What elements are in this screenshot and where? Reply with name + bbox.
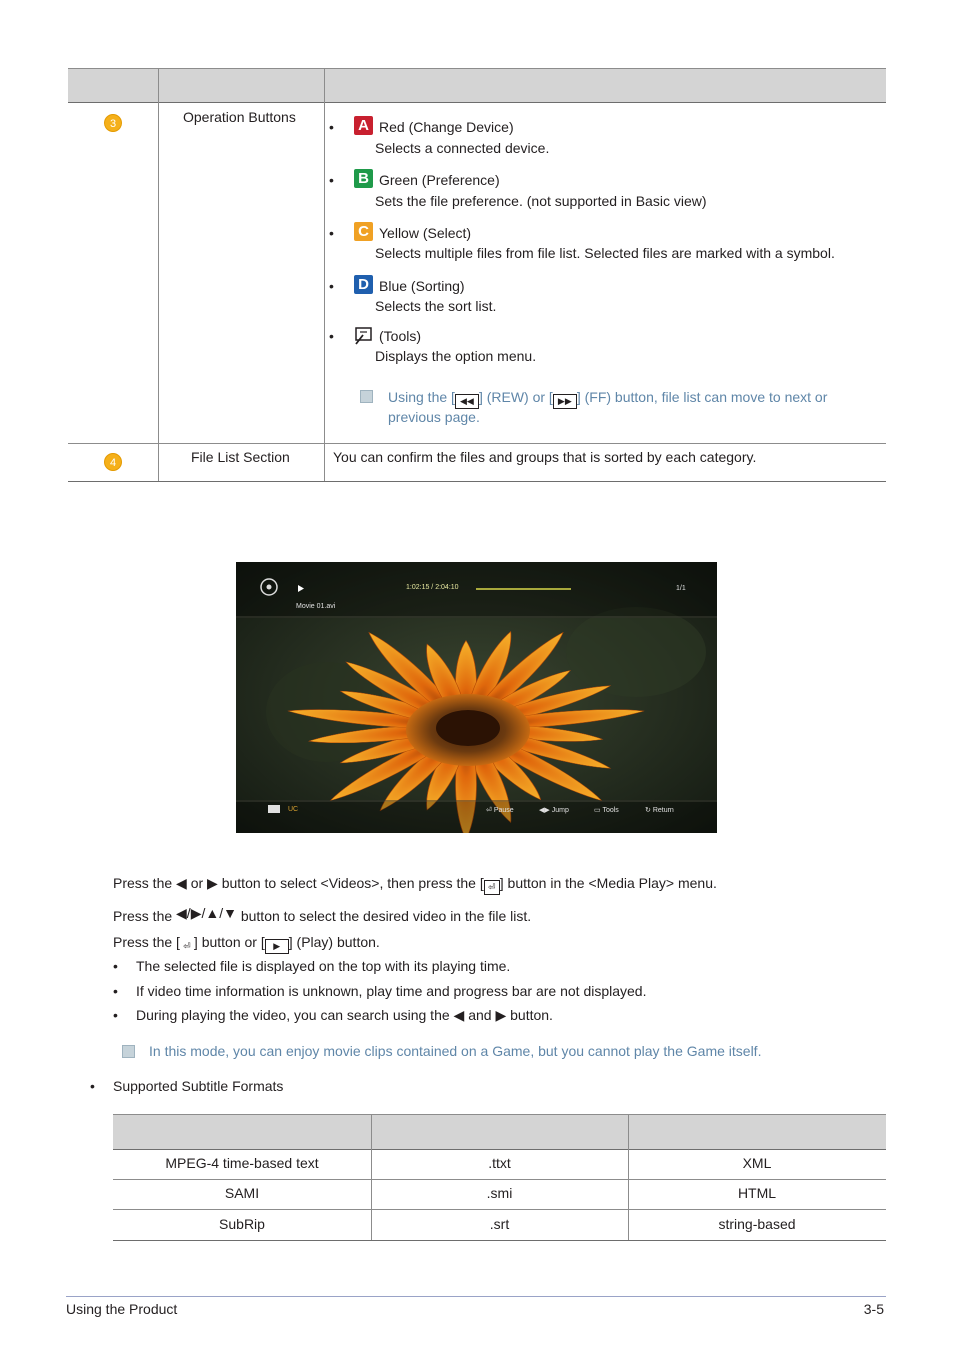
video-playback-screenshot bbox=[236, 562, 717, 833]
note-icon bbox=[360, 390, 373, 403]
pause-hint: ⏎ Pause bbox=[486, 807, 514, 814]
table-divider bbox=[113, 1209, 886, 1210]
right-arrow-icon: ▶ bbox=[495, 1007, 507, 1023]
page-indicator: 1/1 bbox=[676, 585, 686, 592]
table-header bbox=[68, 68, 886, 103]
instruction-step-3: Press the [ ⏎ ] button or [ ▶ ] (Play) button. bbox=[113, 934, 380, 954]
item-desc: Sets the file preference. (not supported in Basic view) bbox=[375, 193, 707, 209]
table-divider bbox=[158, 68, 159, 481]
right-arrow-icon: ▶ bbox=[207, 875, 218, 891]
bullet: • bbox=[329, 119, 334, 135]
rew-icon: ◀◀ bbox=[455, 394, 479, 409]
table-divider bbox=[324, 68, 325, 481]
bullet: • bbox=[329, 172, 334, 188]
jump-hint: ◀▶ Jump bbox=[539, 807, 569, 814]
item-title: Blue (Sorting) bbox=[379, 278, 465, 294]
row-desc: You can confirm the files and groups that is sorted by each category. bbox=[333, 449, 757, 465]
tools-hint: ▭ Tools bbox=[594, 807, 619, 814]
table-cell: HTML bbox=[737, 1185, 777, 1201]
bullet: • bbox=[329, 328, 334, 344]
search-bullet: During playing the video, you can search using the ◀ and ▶ button. bbox=[136, 1007, 553, 1023]
red-button-icon: A bbox=[354, 116, 373, 135]
bullet: • bbox=[113, 1007, 118, 1023]
table-cell: XML bbox=[742, 1155, 772, 1171]
return-hint: ↻ Return bbox=[645, 807, 674, 814]
info-bullet: If video time information is unknown, play time and progress bar are not displayed. bbox=[136, 983, 647, 999]
note-text-line2: previous page. bbox=[388, 409, 480, 425]
item-desc: Selects a connected device. bbox=[375, 140, 550, 156]
bullet: • bbox=[113, 958, 118, 974]
note-text: Using the [ ◀◀ ] (REW) or [ ▶▶ ] (FF) button, file list can move to next or bbox=[388, 389, 827, 409]
info-bullet: The selected file is displayed on the top with its playing time. bbox=[136, 958, 511, 974]
left-arrow-icon: ◀ bbox=[453, 1007, 465, 1023]
file-name: Movie 01.avi bbox=[296, 603, 336, 610]
bullet: • bbox=[329, 278, 334, 294]
instruction-step-2: Press the ◀/▶/▲/▼ button to select the desired video in the file list. bbox=[113, 905, 532, 924]
enter-icon: ⏎ bbox=[484, 880, 500, 895]
item-title: Green (Preference) bbox=[379, 172, 500, 188]
page-number: 3-5 bbox=[863, 1301, 884, 1317]
table-cell: .srt bbox=[489, 1216, 510, 1232]
table-cell: string-based bbox=[718, 1216, 796, 1232]
footer-rule bbox=[66, 1296, 886, 1297]
row-number-badge: 3 bbox=[104, 114, 122, 132]
table-cell: SubRip bbox=[219, 1216, 265, 1232]
item-desc: Displays the option menu. bbox=[375, 348, 537, 364]
note-text: In this mode, you can enjoy movie clips contained on a Game, but you cannot play the Game itself. bbox=[149, 1043, 762, 1059]
yellow-button-icon: C bbox=[354, 222, 373, 241]
table-divider bbox=[68, 481, 886, 482]
ff-icon: ▶▶ bbox=[553, 394, 577, 409]
table-cell: .ttxt bbox=[488, 1155, 511, 1171]
enter-icon: ⏎ bbox=[183, 941, 191, 951]
item-title: (Tools) bbox=[379, 328, 422, 344]
instruction-step-1: Press the ◀ or ▶ button to select <Videos>, then press the [ ⏎ ] button in the <Media Play> menu. bbox=[113, 875, 717, 895]
direction-arrows-icon: ◀/▶/▲/▼ bbox=[176, 905, 237, 921]
table-cell: SAMI bbox=[224, 1185, 260, 1201]
device-label: UC bbox=[288, 806, 299, 813]
bullet: • bbox=[329, 225, 334, 241]
tools-icon bbox=[354, 327, 373, 345]
table-divider bbox=[68, 443, 886, 444]
green-button-icon: B bbox=[354, 169, 373, 188]
note-icon bbox=[122, 1045, 135, 1058]
table-divider bbox=[113, 1240, 886, 1241]
subtitle-heading: Supported Subtitle Formats bbox=[113, 1078, 284, 1094]
item-desc: Selects multiple files from file list. Selected files are marked with a symbol. bbox=[375, 245, 835, 261]
item-title: Red (Change Device) bbox=[379, 119, 514, 135]
play-icon: ▶ bbox=[265, 939, 289, 954]
table-cell: MPEG-4 time-based text bbox=[165, 1155, 319, 1171]
row-name: Operation Buttons bbox=[183, 109, 296, 125]
subtitle-table-header bbox=[113, 1114, 886, 1150]
left-arrow-icon: ◀ bbox=[176, 875, 187, 891]
row-name: File List Section bbox=[191, 449, 290, 465]
bullet: • bbox=[113, 983, 118, 999]
footer-section: Using the Product bbox=[66, 1301, 178, 1317]
blue-button-icon: D bbox=[354, 275, 373, 294]
playback-time: 1:02:15 / 2:04:10 bbox=[406, 584, 459, 591]
item-title: Yellow (Select) bbox=[379, 225, 472, 241]
table-cell: .smi bbox=[486, 1185, 513, 1201]
bullet: • bbox=[90, 1078, 95, 1094]
table-divider bbox=[113, 1179, 886, 1180]
item-desc: Selects the sort list. bbox=[375, 298, 497, 314]
row-number-badge: 4 bbox=[104, 453, 122, 471]
